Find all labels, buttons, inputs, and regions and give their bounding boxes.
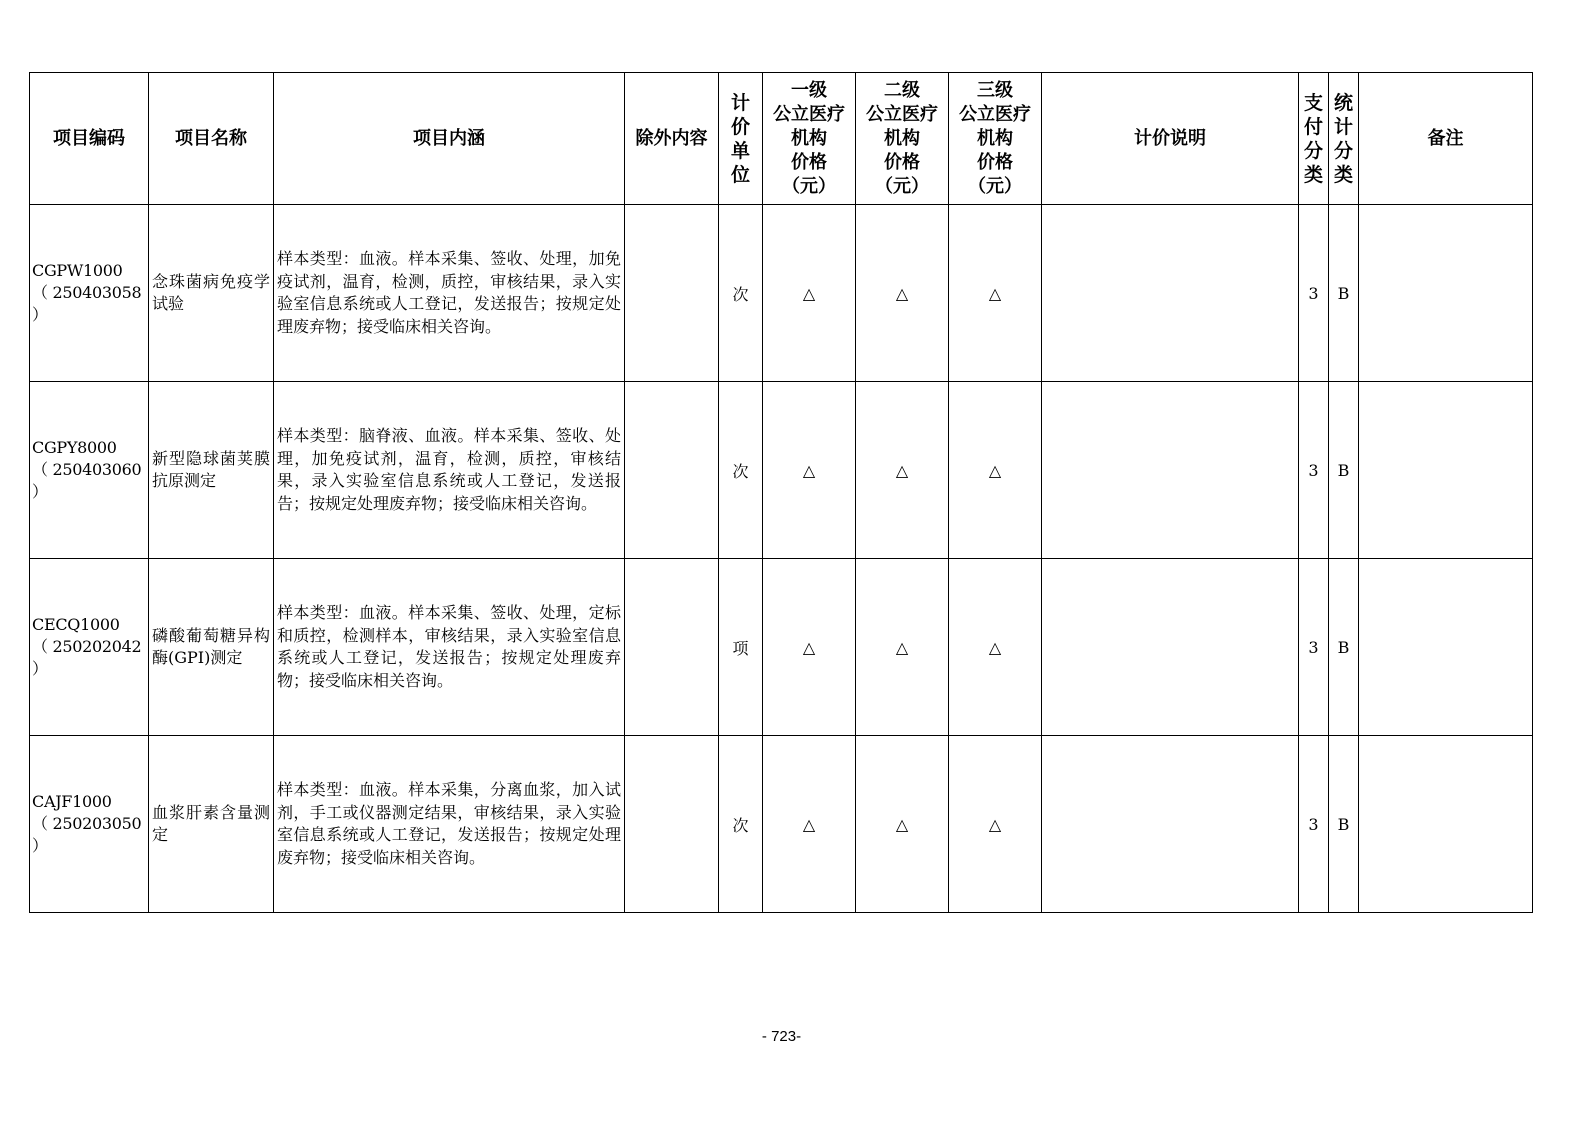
item-price-level1: △ xyxy=(763,736,856,913)
item-payment-class: 3 xyxy=(1299,559,1329,736)
item-price-level1: △ xyxy=(763,559,856,736)
item-code-end: ） xyxy=(32,305,48,324)
header-payment-class-text: 支 付 分 类 xyxy=(1303,91,1323,186)
table-header xyxy=(30,73,1533,205)
item-code-cell xyxy=(30,382,149,559)
header-content: 项目内涵 xyxy=(274,73,625,205)
page-number: - 723- xyxy=(761,1028,802,1045)
item-code-end: ） xyxy=(32,482,48,501)
item-price-level2: △ xyxy=(856,559,949,736)
item-code: CAJF1000 xyxy=(32,792,112,811)
item-stat-class: B xyxy=(1329,205,1359,382)
item-price-level3: △ xyxy=(949,736,1042,913)
table-row xyxy=(30,736,1533,913)
header-payment-class xyxy=(1299,73,1329,205)
item-code-sub: （ 250403058 xyxy=(32,283,142,302)
item-code-end: ） xyxy=(32,836,48,855)
header-exclusion: 除外内容 xyxy=(625,73,719,205)
item-code-sub: （ 250202042 xyxy=(32,637,142,656)
item-content: 样本类型：脑脊液、血液。样本采集、签收、处理，加免疫试剂，温育，检测，质控，审核结果，录入实验室信息系统或人工登记，发送报告；按规定处理废弃物；接受临床相关咨询。 xyxy=(274,382,625,559)
item-exclusion xyxy=(625,559,719,736)
item-stat-class: B xyxy=(1329,736,1359,913)
item-price-level2: △ xyxy=(856,382,949,559)
item-code: CGPY8000 xyxy=(32,438,117,457)
item-payment-class: 3 xyxy=(1299,736,1329,913)
header-price-level1-text: 一级 公立医疗 机构 价格 （元） xyxy=(773,79,845,197)
item-content: 样本类型：血液。样本采集、签收、处理，加免疫试剂，温育，检测，质控，审核结果，录入实验室信息系统或人工登记，发送报告；按规定处理废弃物；接受临床相关咨询。 xyxy=(274,205,625,382)
header-price-level3 xyxy=(949,73,1042,205)
item-price-level2: △ xyxy=(856,736,949,913)
header-unit-text: 计 价 单 位 xyxy=(730,91,750,186)
header-remarks: 备注 xyxy=(1359,73,1533,205)
price-table xyxy=(29,72,1533,913)
item-pricing-note xyxy=(1042,205,1299,382)
item-code-cell xyxy=(30,736,149,913)
item-name: 新型隐球菌荚膜抗原测定 xyxy=(149,382,274,559)
item-price-level1: △ xyxy=(763,205,856,382)
item-content: 样本类型：血液。样本采集、签收、处理，定标和质控，检测样本，审核结果，录入实验室信息系统或人工登记，发送报告；按规定处理废弃物；接受临床相关咨询。 xyxy=(274,559,625,736)
item-code-cell xyxy=(30,559,149,736)
item-code-cell xyxy=(30,205,149,382)
table-row xyxy=(30,382,1533,559)
item-pricing-note xyxy=(1042,382,1299,559)
item-exclusion xyxy=(625,382,719,559)
item-remarks xyxy=(1359,382,1533,559)
item-code: CECQ1000 xyxy=(32,615,120,634)
item-price-level1: △ xyxy=(763,382,856,559)
table-row xyxy=(30,559,1533,736)
item-name: 血浆肝素含量测定 xyxy=(149,736,274,913)
item-unit: 次 xyxy=(719,736,763,913)
item-stat-class: B xyxy=(1329,382,1359,559)
item-remarks xyxy=(1359,736,1533,913)
item-code-sub: （ 250403060 xyxy=(32,460,142,479)
header-price-level2-text: 二级 公立医疗 机构 价格 （元） xyxy=(866,79,938,197)
header-name: 项目名称 xyxy=(149,73,274,205)
item-exclusion xyxy=(625,205,719,382)
item-price-level3: △ xyxy=(949,205,1042,382)
item-code: CGPW1000 xyxy=(32,261,123,280)
item-price-level3: △ xyxy=(949,559,1042,736)
item-unit: 次 xyxy=(719,205,763,382)
header-code: 项目编码 xyxy=(30,73,149,205)
item-stat-class: B xyxy=(1329,559,1359,736)
header-price-level2 xyxy=(856,73,949,205)
item-payment-class: 3 xyxy=(1299,382,1329,559)
item-code-end: ） xyxy=(32,659,48,678)
item-name: 念珠菌病免疫学试验 xyxy=(149,205,274,382)
item-content: 样本类型：血液。样本采集，分离血浆，加入试剂，手工或仪器测定结果，审核结果，录入实验室信息系统或人工登记，发送报告；按规定处理废弃物；接受临床相关咨询。 xyxy=(274,736,625,913)
header-pricing-note: 计价说明 xyxy=(1042,73,1299,205)
item-unit: 次 xyxy=(719,382,763,559)
item-unit: 项 xyxy=(719,559,763,736)
header-stat-class xyxy=(1329,73,1359,205)
item-code-sub: （ 250203050 xyxy=(32,814,142,833)
item-name: 磷酸葡萄糖异构酶(GPI)测定 xyxy=(149,559,274,736)
header-price-level1 xyxy=(763,73,856,205)
item-pricing-note xyxy=(1042,559,1299,736)
item-remarks xyxy=(1359,559,1533,736)
item-payment-class: 3 xyxy=(1299,205,1329,382)
item-price-level3: △ xyxy=(949,382,1042,559)
item-remarks xyxy=(1359,205,1533,382)
header-unit xyxy=(719,73,763,205)
table-row xyxy=(30,205,1533,382)
header-stat-class-text: 统 计 分 类 xyxy=(1333,91,1353,186)
item-exclusion xyxy=(625,736,719,913)
table-body xyxy=(30,205,1533,913)
item-pricing-note xyxy=(1042,736,1299,913)
item-price-level2: △ xyxy=(856,205,949,382)
header-price-level3-text: 三级 公立医疗 机构 价格 （元） xyxy=(959,79,1031,197)
